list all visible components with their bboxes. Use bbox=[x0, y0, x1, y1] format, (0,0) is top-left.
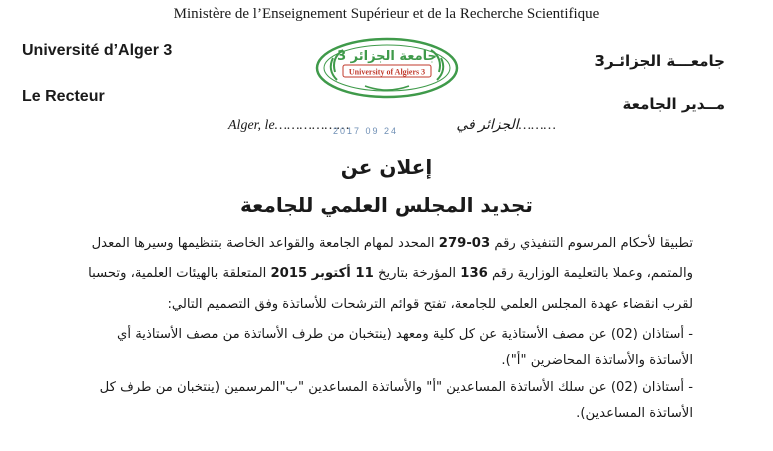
body-line-2 bbox=[88, 266, 693, 281]
logo-book-icon bbox=[365, 86, 409, 90]
body-line-3: لقرب انقضاء عهدة المجلس العلمي للجامعة، تفتح قوائم الترشحات للأساتذة وفق التصميم التالي: bbox=[167, 297, 693, 312]
recteur-title-fr: Le Recteur bbox=[22, 88, 105, 105]
ministry-header: Ministère de l’Enseignement Supérieur et de la Recherche Scientifique bbox=[173, 6, 600, 22]
p2-instruction-number: 136 bbox=[460, 266, 488, 281]
date-ar: الجزائر في……… bbox=[456, 118, 557, 133]
recteur-title-ar: مــدير الجامعة bbox=[622, 95, 725, 113]
body-line-4: - أستاذان (02) عن مصف الأستاذية عن كل كلية ومعهد (ينتخبان من طرف الأساتذة من مصف الأستاذية أي bbox=[117, 327, 693, 342]
p2-text-c: المؤرخة بتاريخ bbox=[373, 266, 461, 281]
p1-text-c: المحدد لمهام الجامعة والقواعد الخاصة بتنظيمها وسيرها المعدل bbox=[91, 236, 439, 251]
p2-text-e: المتعلقة بالهيئات العلمية، وتحسبا bbox=[88, 266, 271, 281]
announcement-title: إعلان عن bbox=[340, 155, 433, 179]
university-name-fr: Université d’Alger 3 bbox=[22, 42, 173, 59]
p2-text-a: والمتمم، وعملا بالتعليمة الوزارية رقم bbox=[487, 266, 693, 281]
body-line-1 bbox=[92, 236, 693, 251]
date-stamp: 2017 09 24 bbox=[333, 126, 399, 136]
university-name-ar: جامعـــة الجزائـر3 bbox=[594, 52, 725, 70]
body-line-7: الأساتذة المساعدين). bbox=[576, 406, 693, 421]
body-line-5: الأساتذة والأساتذة المحاضرين "أ"). bbox=[501, 353, 693, 368]
university-logo bbox=[313, 36, 461, 100]
p1-text-a: تطبيقا لأحكام المرسوم التنفيذي رقم bbox=[490, 236, 693, 251]
logo-text-ar: جامعة الجزائر 3 bbox=[337, 49, 437, 64]
date-fr: Alger, le……………… bbox=[228, 118, 350, 133]
announcement-subtitle: تجديد المجلس العلمي للجامعة bbox=[240, 193, 533, 217]
p1-decree-number: 03-279 bbox=[438, 236, 491, 251]
logo-text-en: University of Algiers 3 bbox=[348, 67, 426, 77]
body-line-6: - أستاذان (02) عن سلك الأساتذة المساعدين "أ" والأساتذة المساعدين "ب"المرسمين (ينتخبان من طرف كل bbox=[99, 380, 693, 395]
p2-date: 11 أكتوبر 2015 bbox=[270, 266, 374, 281]
